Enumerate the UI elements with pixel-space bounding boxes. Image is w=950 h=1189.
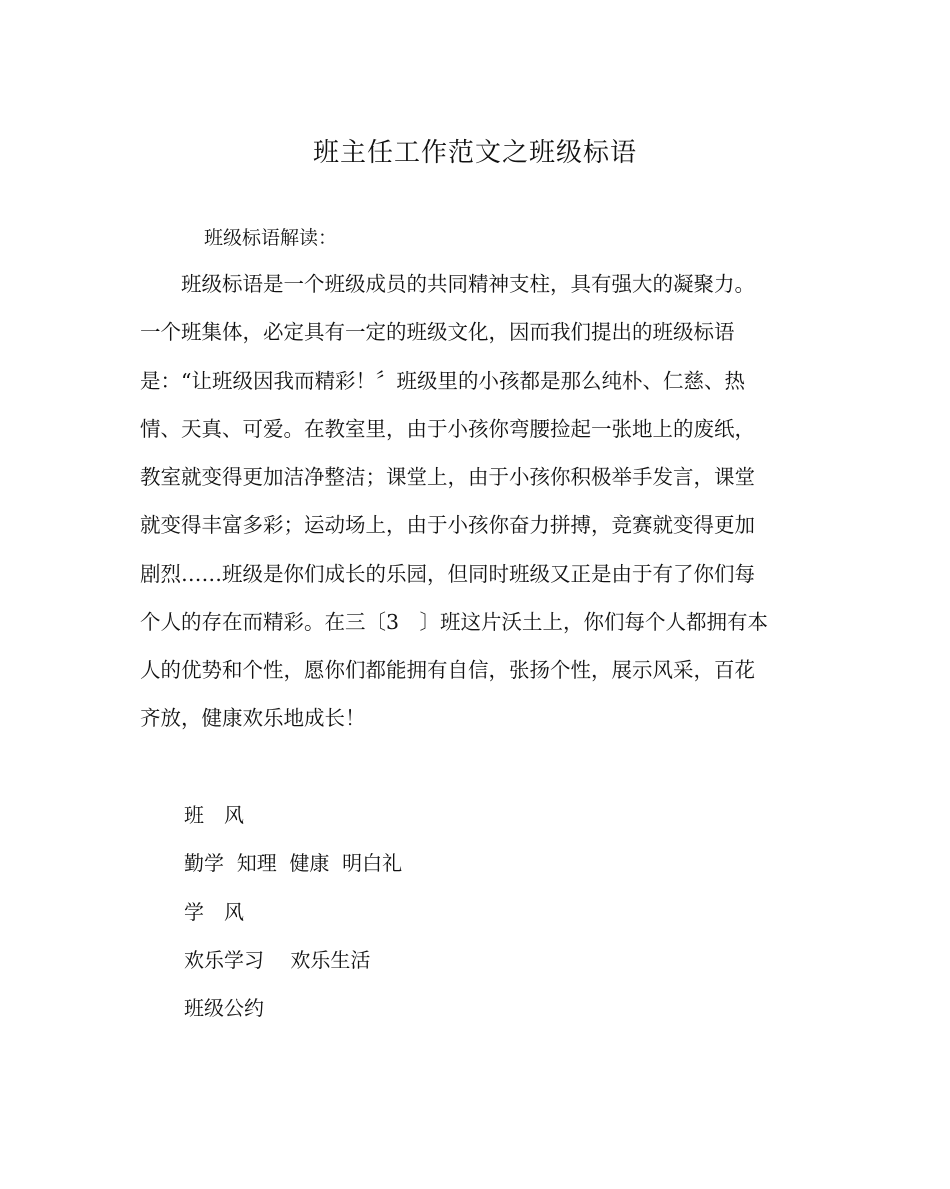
paragraph-line: 班级标语是一个班级成员的共同精神支柱，具有强大的凝聚力。 bbox=[140, 272, 755, 296]
document-title: 班主任工作范文之班级标语 bbox=[312, 138, 637, 168]
section-heading: 班级标语解读： bbox=[204, 227, 338, 249]
motto-class-style-heading: 班 风 bbox=[184, 803, 244, 827]
paragraph-line: 是：“让班级因我而精彩！〞班级里的小孩都是那么纯朴、仁慈、热 bbox=[140, 369, 745, 393]
class-convention-heading: 班级公约 bbox=[184, 996, 264, 1020]
paragraph-line: 人的优势和个性，愿你们都能拥有自信，张扬个性，展示风采，百花 bbox=[140, 658, 755, 682]
paragraph-line: 情、天真、可爱。在教室里，由于小孩你弯腰捡起一张地上的废纸， bbox=[140, 417, 755, 441]
paragraph-line: 剧烈……班级是你们成长的乐园，但同时班级又正是由于有了你们每 bbox=[140, 562, 755, 586]
paragraph-line: 一个班集体，必定具有一定的班级文化，因而我们提出的班级标语 bbox=[140, 320, 735, 344]
paragraph-line: 齐放，健康欢乐地成长！ bbox=[140, 706, 366, 730]
motto-class-style-text: 勤学 知理 健康 明白礼 bbox=[184, 851, 403, 875]
motto-study-style-heading: 学 风 bbox=[184, 900, 244, 924]
paragraph-line: 就变得丰富多彩；运动场上，由于小孩你奋力拼搏，竞赛就变得更加 bbox=[140, 513, 755, 537]
paragraph-line: 教室就变得更加洁净整洁；课堂上，由于小孩你积极举手发言，课堂 bbox=[140, 465, 755, 489]
motto-study-style-text: 欢乐学习 欢乐生活 bbox=[184, 948, 371, 972]
paragraph-line: 个人的存在而精彩。在三〔3 〕班这片沃土上，你们每个人都拥有本 bbox=[140, 610, 769, 634]
